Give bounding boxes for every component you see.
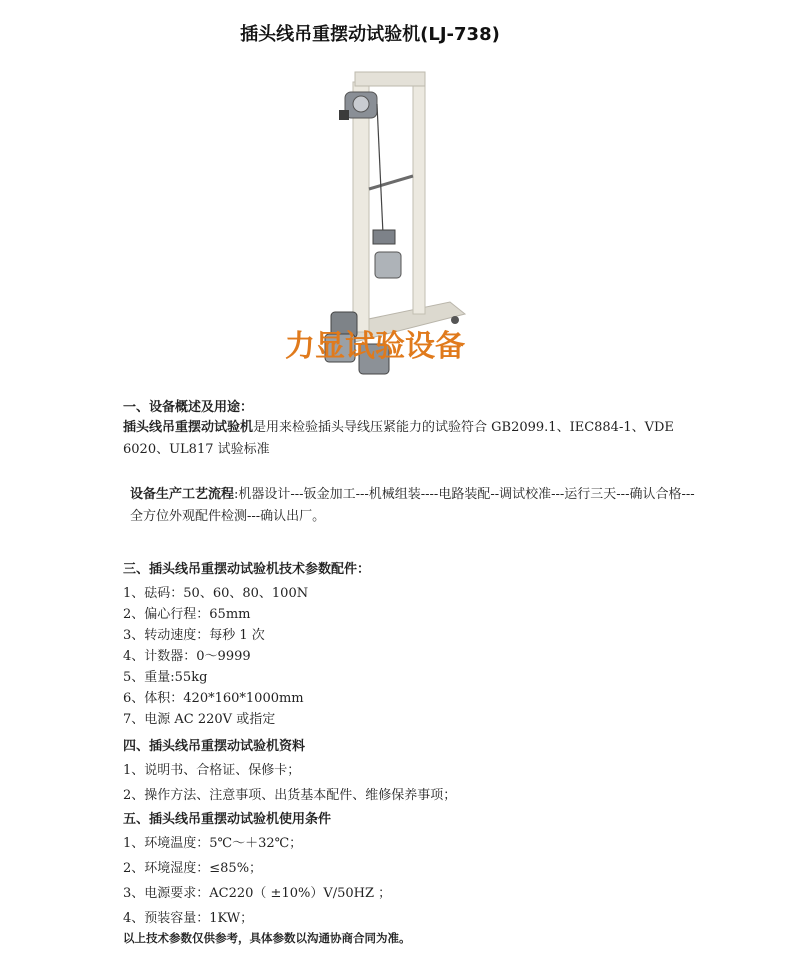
- spec-item: 4、计数器：0～9999: [123, 649, 251, 664]
- section2-paragraph: [130, 484, 698, 528]
- section1-body: 是用来检验插头导线压紧能力的试验符合 GB2099.1、IEC884-1、VDE 6020、UL817 试验标准: [123, 420, 674, 457]
- condition-item: 1、环境温度：5℃～＋32℃；: [123, 836, 303, 851]
- section2-body: :机器设计---钣金加工---机械组装----电路装配--调试校准---运行三天---确认合格---全方位外观配件检测---确认出厂。: [130, 487, 695, 524]
- doc-item: 1、说明书、合格证、保修卡；: [123, 763, 301, 778]
- section1-paragraph: [123, 417, 698, 461]
- spec-item: 2、偏心行程：65mm: [123, 607, 251, 622]
- spec-item: 6、体积：420*160*1000mm: [123, 691, 304, 706]
- section2-lead: 设备生产工艺流程: [130, 487, 235, 502]
- section5-heading: 五、插头线吊重摆动试验机使用条件: [123, 812, 332, 827]
- section3-heading: 三、插头线吊重摆动试验机技术参数配件：: [123, 562, 371, 577]
- condition-item: 4、预装容量：1KW；: [123, 911, 254, 926]
- spec-item: 1、砝码：50、60、80、100N: [123, 586, 309, 601]
- page-title: 插头线吊重摆动试验机(LJ-738): [240, 24, 500, 45]
- section1-lead: 插头线吊重摆动试验机: [123, 420, 254, 435]
- disclaimer-note: 以上技术参数仅供参考，具体参数以沟通协商合同为准。: [123, 931, 411, 945]
- doc-item: 2、操作方法、注意事项、出货基本配件、维修保养事项；: [123, 788, 457, 803]
- section1-heading: 一、设备概述及用途：: [123, 400, 254, 415]
- spec-item: 5、重量:55kg: [123, 670, 208, 685]
- condition-item: 3、电源要求：AC220（ ±10%）V/50HZ ；: [123, 886, 392, 901]
- product-photo: [265, 64, 511, 382]
- section4-heading: 四、插头线吊重摆动试验机资料: [123, 739, 306, 754]
- spec-item: 3、转动速度：每秒 1 次: [123, 628, 265, 643]
- test-machine-illustration: [265, 64, 511, 382]
- condition-item: 2、环境湿度：≤85%；: [123, 861, 263, 876]
- watermark-text: 力显试验设备: [285, 329, 465, 364]
- spec-item: 7、电源 AC 220V 或指定: [123, 712, 276, 727]
